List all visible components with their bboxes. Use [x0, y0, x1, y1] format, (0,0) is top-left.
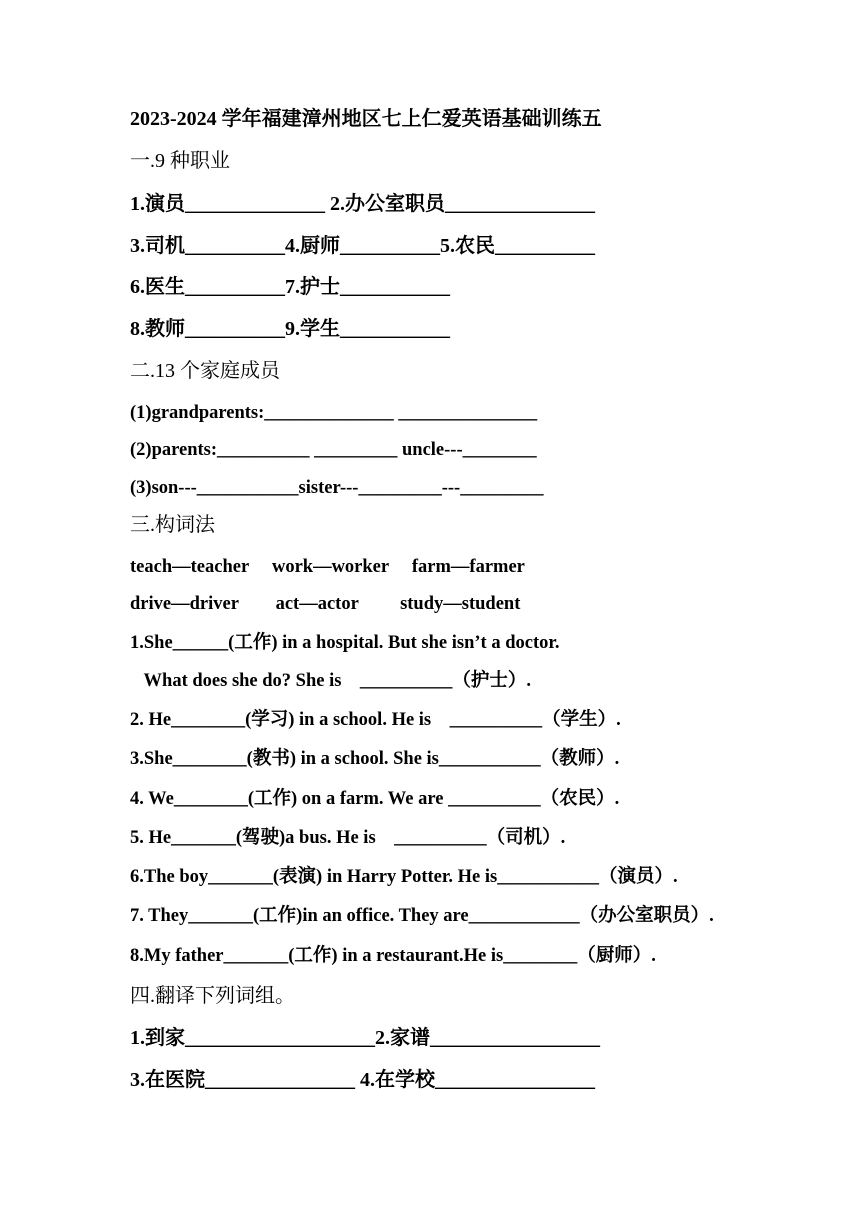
document-title: 2023-2024 学年福建漳州地区七上仁爱英语基础训练五	[130, 108, 602, 130]
section-2-heading: 二.13 个家庭成员	[130, 360, 280, 382]
section-1-heading: 一.9 种职业	[130, 150, 230, 172]
section-3-heading: 三.构词法	[130, 514, 215, 536]
exercise-7: 7. They_______(工作)in an office. They are____________（办公室职员）.	[130, 906, 714, 926]
exercise-2: 2. He________(学习) in a school. He is __________（学生）.	[130, 710, 621, 730]
family-line-3: (3)son---___________sister---_________---_________	[130, 478, 544, 498]
occupation-line-2: 3.司机__________4.厨师__________5.农民__________	[130, 235, 595, 257]
exercise-6: 6.The boy_______(表演) in Harry Potter. He is___________（演员）.	[130, 867, 678, 887]
exercise-1b: What does she do? She is __________（护士）.	[130, 671, 532, 691]
occupation-line-4: 8.教师__________9.学生___________	[130, 318, 450, 340]
word-pair-line-2: drive—driver act—actor study—student	[130, 594, 521, 614]
exercise-5: 5. He_______(驾驶)a bus. He is __________（司机）.	[130, 828, 566, 848]
word-pair-line-1: teach—teacher work—worker farm—farmer	[130, 557, 525, 577]
translate-line-1: 1.到家___________________2.家谱_________________	[130, 1027, 600, 1049]
family-line-1: (1)grandparents:______________ _______________	[130, 403, 538, 423]
occupation-line-1: 1.演员______________ 2.办公室职员_______________	[130, 193, 595, 215]
translate-line-2: 3.在医院_______________ 4.在学校________________	[130, 1069, 595, 1091]
exercise-4: 4. We________(工作) on a farm. We are __________（农民）.	[130, 789, 620, 809]
exercise-3: 3.She________(教书) in a school. She is___________（教师）.	[130, 749, 620, 769]
exercise-8: 8.My father_______(工作) in a restaurant.He is________（厨师）.	[130, 946, 656, 966]
section-4-heading: 四.翻译下列词组。	[130, 985, 295, 1007]
exercise-1a: 1.She______(工作) in a hospital. But she isn’t a doctor.	[130, 633, 560, 653]
occupation-line-3: 6.医生__________7.护士___________	[130, 276, 450, 298]
family-line-2: (2)parents:__________ _________ uncle---________	[130, 440, 537, 460]
